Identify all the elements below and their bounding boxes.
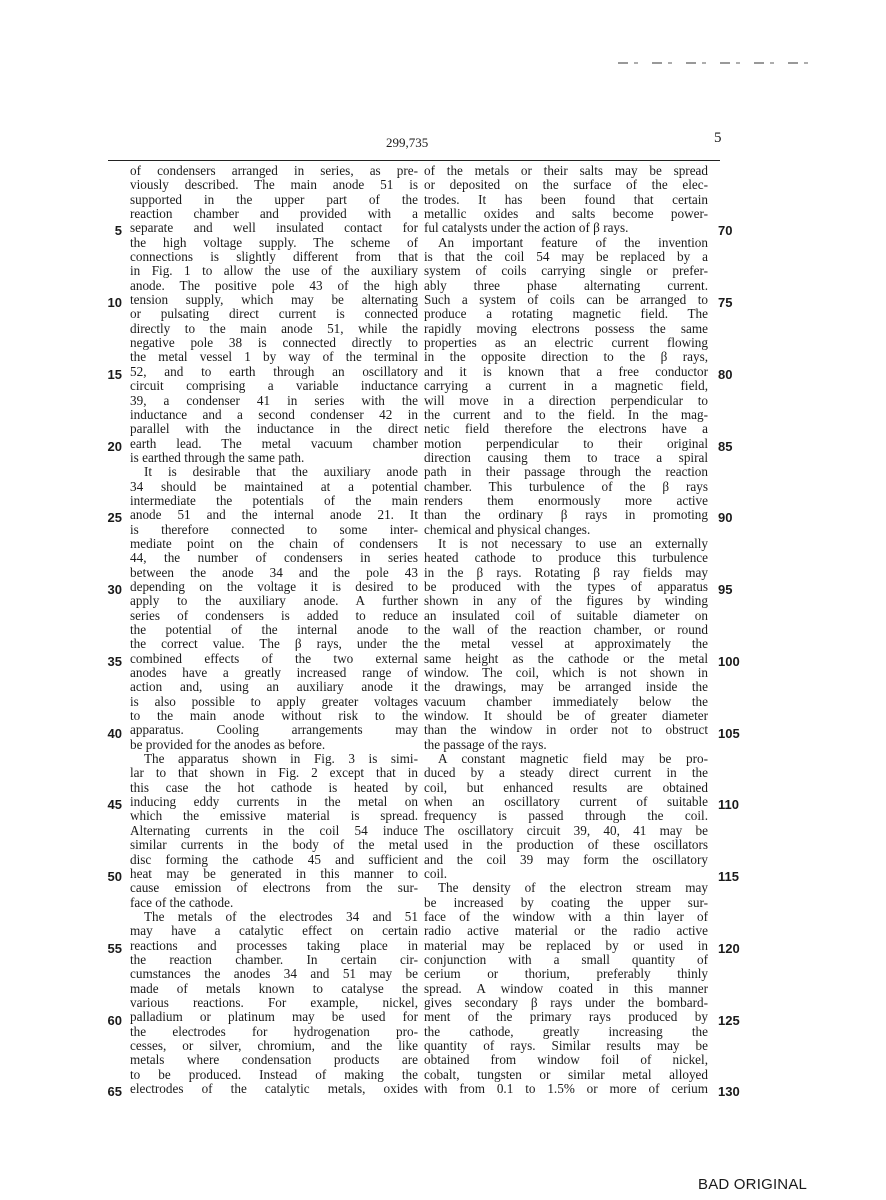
text-line: the potential of the internal anode to [130,622,418,637]
text-line: series of condensers is added to reduce [130,607,418,623]
text-line: The density of the electron stream may [438,880,708,896]
text-line: similar currents in the body of the metal [130,837,418,853]
text-line: same height as the cathode or the metal [424,650,708,666]
text-line: in the opposite direction to the β rays, [424,349,708,365]
text-line: rapidly moving electrons possess the same [424,320,708,336]
text-line: 39, a condenser 41 in series with the [130,392,418,408]
line-number: 65 [107,1084,122,1100]
text-line: The oscillatory circuit 39, 40, 41 may be [424,822,708,838]
line-number: 40 [107,725,122,741]
text-line: It is not necessary to use an externally [438,535,708,551]
text-line: 34 should be maintained at a potential [130,478,418,494]
text-line: cerium or thorium, preferably thinly [424,966,708,982]
text-line: which the emissive material is spread. [130,808,418,824]
text-line: renders them enormously more active [424,492,708,508]
text-line: the high voltage supply. The scheme of [130,234,418,250]
text-line: viously described. The main anode 51 is [130,177,418,193]
text-line: will move in a direction perpendicular to [424,392,708,408]
text-line: gives secondary β rays under the bombard- [424,994,708,1010]
text-line: various reactions. For example, nickel, [130,994,418,1010]
text-line: cesses, or silver, chromium, and the like [130,1037,418,1053]
text-line: heat may be generated in this manner to [130,865,418,881]
text-line: frequency is passed through the coil. [424,808,708,824]
line-number: 30 [107,582,122,598]
text-line: heated cathode to produce this turbulence [424,550,708,566]
text-line: combined effects of the two external [130,650,418,666]
left-column [130,164,418,1096]
text-line: ably three phase alternating current. [424,277,708,293]
text-line: is earthed through the same path. [130,449,305,465]
page-number: 5 [714,130,722,146]
text-line: A constant magnetic field may be pro- [438,751,708,767]
text-line: radio active material or the radio active [424,923,708,939]
text-line: carrying a current in a magnetic field, [424,378,708,394]
line-number: 120 [718,940,740,956]
text-line: the drawings, may be arranged inside the [424,679,708,695]
line-number: 100 [718,653,740,669]
text-line: Alternating currents in the coil 54 induce [130,822,418,838]
text-line: material may be replaced by or used in [424,937,708,953]
line-number: 85 [718,438,733,454]
header-rule [108,160,720,161]
text-line: directly to the main anode 51, while the [130,320,418,336]
text-line: palladium or platinum may be used for [130,1009,418,1025]
line-number: 15 [107,366,122,382]
text-line: An important feature of the invention [438,234,708,250]
text-line: electrodes of the catalytic metals, oxides [130,1081,418,1096]
line-number: 50 [107,869,122,885]
text-line: direction causing them to trace a spiral [424,449,708,465]
text-line: than the ordinary β rays in promoting [424,507,708,523]
text-line: reaction chamber and provided with a [130,206,418,222]
text-line: is therefore connected to some inter- [130,521,418,537]
text-line: be produced with the types of apparatus [424,578,708,594]
line-number: 110 [718,797,739,813]
text-line: cobalt, tungsten or similar metal alloyed [424,1066,708,1082]
text-line: or deposited on the surface of the elec- [424,177,708,193]
text-line: the passage of the rays. [424,736,547,752]
text-line: face of the window with a thin layer of [424,908,708,924]
text-line: chamber. This turbulence of the β rays [424,478,708,494]
text-line: the metal vessel at approximately the [424,636,708,652]
text-line: spread. A window coated in this manner [424,980,708,996]
text-line: negative pole 38 is connected directly to [130,335,418,351]
text-line: may have a catalytic effect on certain [130,923,418,939]
line-number: 90 [718,510,733,526]
text-line: netic field therefore the electrons have a [424,421,708,437]
line-number: 55 [107,940,122,956]
text-line: circuit comprising a variable inductance [130,378,418,394]
text-line: in Fig. 1 to allow the use of the auxiliary [130,263,418,279]
patent-number: 299,735 [386,135,429,150]
line-number: 70 [718,223,733,239]
text-line: and it is known that a free conductor [424,363,708,379]
text-line: in the β rays. Rotating β ray fields may [424,564,708,580]
text-line: apply to the auxiliary anode. A further [130,593,418,609]
line-number: 115 [718,869,739,885]
text-line: depending on the voltage it is desired to [130,578,418,594]
line-number: 75 [718,295,733,311]
text-line: connections is slightly different from that [130,249,418,265]
text-line: quantity of rays. Similar results may be [424,1037,708,1053]
text-line: intermediate the potentials of the main [130,492,418,508]
text-line: conjunction with a small quantity of [424,951,708,967]
text-line: action and, using an auxiliary anode it [130,679,418,695]
text-line: The metals of the electrodes 34 and 51 [144,908,418,924]
text-line: The apparatus shown in Fig. 3 is simi- [144,751,418,767]
text-line: trodes. It has been found that certain [424,191,708,207]
text-line: between the anode 34 and the pole 43 [130,564,418,580]
text-line: inducing eddy currents in the metal on [130,794,418,810]
text-line: inductance and a second condenser 42 in [130,406,418,422]
text-line: window. The coil, which is not shown in [424,665,708,681]
line-number: 5 [114,223,122,239]
text-line: coil. [424,865,448,881]
text-line: ful catalysts under the action of β rays. [424,220,629,236]
text-line: supported in the upper part of the [130,191,418,207]
text-line: made of metals known to catalyse the [130,980,418,996]
text-line: It is desirable that the auxiliary anode [144,464,418,480]
text-line: cumstances the anodes 34 and 51 may be [130,966,418,982]
text-line: system of coils carrying single or prefer- [424,263,708,279]
text-line: and the coil 39 may form the oscillatory [424,851,708,867]
text-line: properties as an electric current flowing [424,335,708,351]
text-line: of condensers arranged in series, as pre- [130,163,418,178]
line-number: 105 [718,725,740,741]
text-line: when an oscillatory current of suitable [424,794,708,810]
text-line: anode 51 and the internal anode 21. It [130,507,418,523]
text-line: be provided for the anodes as before. [130,736,326,752]
text-line: to be produced. Instead of making the [130,1066,418,1082]
line-number: 20 [107,438,122,454]
text-line: vacuum chamber immediately below the [424,693,708,709]
text-line: apparatus. Cooling arrangements may [130,722,418,738]
text-line: disc forming the cathode 45 and sufficient [130,851,418,867]
text-line: coil, but enhanced results are obtained [424,779,708,795]
line-number: 10 [107,295,122,311]
text-line: with from 0.1 to 1.5% or more of cerium [424,1081,708,1096]
text-line: cause emission of electrons from the sur- [130,880,418,896]
line-number: 60 [107,1012,122,1028]
text-line: motion perpendicular to their original [424,435,708,451]
text-line: an insulated coil of suitable diameter on [424,607,708,623]
text-line: obtained from window foil of nickel, [424,1052,708,1068]
text-line: face of the cathode. [130,894,234,910]
text-line: lar to that shown in Fig. 2 except that in [130,765,418,781]
text-line: the correct value. The β rays, under the [130,636,418,652]
scan-artifact-marks [618,62,818,64]
text-line: anodes have a greatly increased range of [130,665,418,681]
text-line: chemical and physical changes. [424,521,591,537]
line-number: 25 [107,510,122,526]
text-line: the electrodes for hydrogenation pro- [130,1023,418,1039]
text-line: reactions and processes taking place in [130,937,418,953]
text-line: tension supply, which may be alternating [130,292,418,308]
text-line: shown in any of the figures by winding [424,593,708,609]
text-line: than the window in order not to obstruct [424,722,708,738]
text-line: ment of the primary rays produced by [424,1009,708,1025]
bad-original-stamp: BAD ORIGINAL [698,1176,808,1193]
text-line: of the metals or their salts may be spread [424,163,708,178]
text-line: is also possible to apply greater voltages [130,693,418,709]
text-line: the reaction chamber. In certain cir- [130,951,418,967]
text-line: Such a system of coils can be arranged to [424,292,708,308]
text-line: the metal vessel 1 by way of the terminal [130,349,418,365]
text-line: earth lead. The metal vacuum chamber [130,435,418,451]
line-number: 80 [718,366,733,382]
line-number: 130 [718,1084,740,1100]
text-line: 44, the number of condensers in series [130,550,418,566]
text-line: path in their passage through the reaction [424,464,708,480]
text-line: to the main anode without risk to the [130,708,418,724]
text-line: the wall of the reaction chamber, or round [424,622,708,637]
text-line: produce a rotating magnetic field. The [424,306,708,322]
text-line: separate and well insulated contact for [130,220,418,236]
text-line: used in the production of these oscillators [424,837,708,853]
text-line: metals where condensation products are [130,1052,418,1068]
right-column [424,164,708,1096]
text-line: the current and to the field. In the mag- [424,406,708,422]
text-line: or pulsating direct current is connected [130,306,418,322]
text-line: duced by a steady direct current in the [424,765,708,781]
text-line: is that the coil 54 may be replaced by a [424,249,708,265]
line-number: 35 [107,653,122,669]
text-line: anode. The positive pole 43 of the high [130,277,418,293]
line-number: 95 [718,582,733,598]
text-line: be increased by coating the upper sur- [424,894,708,910]
text-line: window. It should be of greater diameter [424,708,708,724]
text-line: this case the hot cathode is heated by [130,779,418,795]
text-line: the cathode, greatly increasing the [424,1023,708,1039]
text-line: parallel with the inductance in the direct [130,421,418,437]
line-number: 125 [718,1012,740,1028]
text-line: mediate point on the chain of condensers [130,535,418,551]
text-line: metallic oxides and salts become power- [424,206,708,222]
text-line: 52, and to earth through an oscillatory [130,363,418,379]
line-number: 45 [107,797,122,813]
